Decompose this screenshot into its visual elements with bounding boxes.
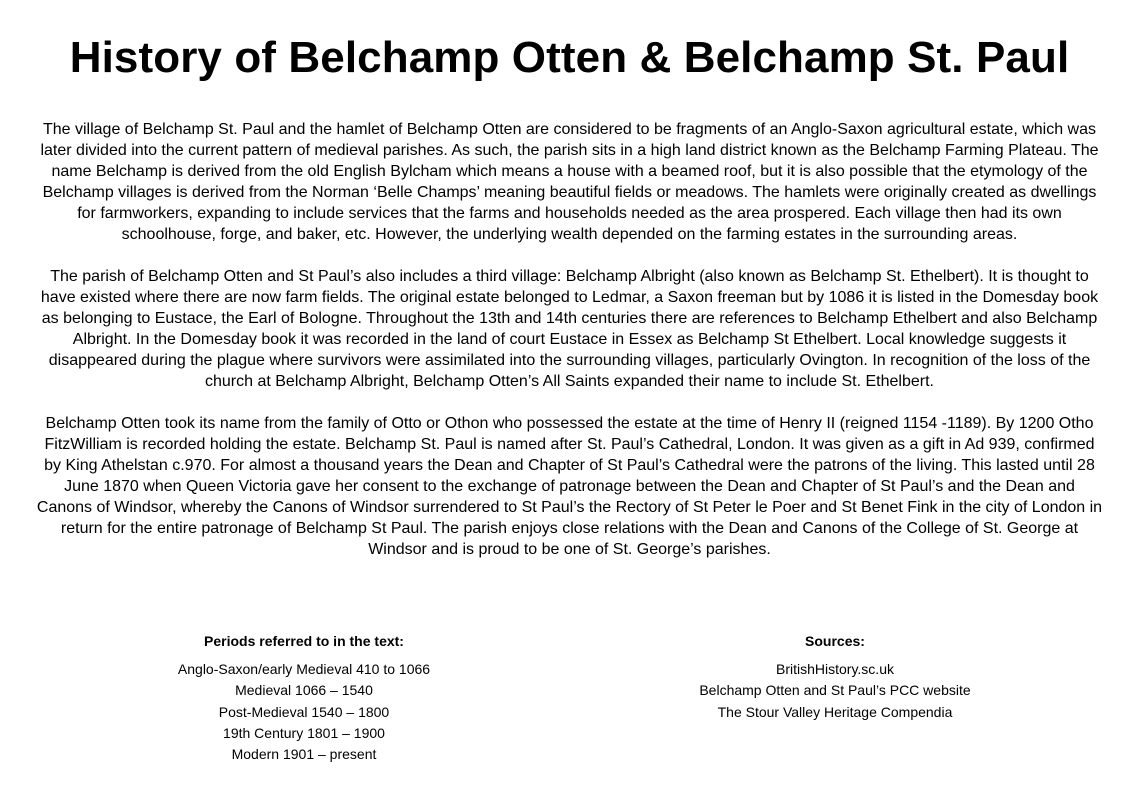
sources-list [635, 659, 1035, 723]
period-item: Anglo-Saxon/early Medieval 410 to 1066 [177, 661, 431, 677]
source-item: The Stour Valley Heritage Compendia [717, 703, 953, 720]
period-item: 19th Century 1801 – 1900 [223, 724, 385, 741]
periods-heading: Periods referred to in the text: [204, 633, 404, 649]
paragraph-1: The village of Belchamp St. Paul and the hamlet of Belchamp Otten are considered to be fragments of an Anglo-Saxon agricultural estate, which was later divided into the current pattern of medieval parishes. As such, the parish sits in a high land district known as the Belchamp Farming Plateau. The name Belchamp is derived from the old English Bylcham which means a house with a beamed roof, but it is also possible that the etymology of the Belchamp villages is derived from the Norman ‘Belle Champs’ meaning beautiful fields or meadows. The hamlets were originally created as dwellings for farmworkers, expanding to include services that the farms and households needed as the area prospered. Each village then had its own schoolhouse, forge, and baker, etc. However, the underlying wealth depended on the farming estates in the surrounding areas. [40, 121, 1099, 243]
source-item: Belchamp Otten and St Paul’s PCC website [699, 682, 971, 699]
period-item: Medieval 1066 – 1540 [235, 682, 373, 699]
sources-heading: Sources: [805, 633, 865, 649]
paragraph-3: Belchamp Otten took its name from the family of Otto or Othon who possessed the estate at the time of Henry II (reigned 1154 -1189). By 1200 Otho FitzWilliam is recorded holding the estate. Belchamp St. Paul is named after St. Paul’s Cathedral, London. It was given as a gift in Ad 939, confirmed by King Athelstan c.970. For almost a thousand years the Dean and Chapter of St Paul’s Cathedral were the patrons of the living. This lasted until 28 June 1870 when Queen Victoria gave her consent to the exchange of patronage between the Dean and Chapter of St Paul’s and the Dean and Canons of Windsor, whereby the Canons of Windsor surrendered to St Paul’s the Rectory of St Peter le Poer and St Benet Fink in the city of London in return for the entire patronage of Belchamp St Paul. The parish enjoys close relations with the Dean and Canons of the College of St. George at Windsor and is proud to be one of St. George’s parishes. [36, 415, 1103, 558]
period-item: Modern 1901 – present [231, 746, 377, 763]
sources-section [635, 631, 1035, 723]
source-item: BritishHistory.sc.uk [776, 661, 894, 677]
periods-section [104, 631, 504, 765]
paragraph-2: The parish of Belchamp Otten and St Paul’s also includes a third village: Belchamp Albright (also known as Belchamp St. Ethelbert). It is thought to have existed where there are now farm fields. The original estate belonged to Ledmar, a Saxon freeman but by 1086 it is listed in the Domesday book as belonging to Eustace, the Earl of Bologne. Throughout the 13th and 14th centuries there are references to Belchamp Ethelbert and also Belchamp Albright. In the Domesday book it was recorded in the land of court Eustace in Essex as Belchamp St Ethelbert. Local knowledge suggests it disappeared during the plague where survivors were assimilated into the surrounding villages, particularly Ovington. In recognition of the loss of the church at Belchamp Albright, Belchamp Otten’s All Saints expanded their name to include St. Ethelbert. [40, 268, 1099, 390]
page-title: History of Belchamp Otten & Belchamp St. Paul [69, 33, 1070, 82]
body-text [36, 119, 1103, 581]
periods-list [104, 659, 504, 765]
footer [0, 631, 1139, 771]
period-item: Post-Medieval 1540 – 1800 [218, 703, 390, 720]
